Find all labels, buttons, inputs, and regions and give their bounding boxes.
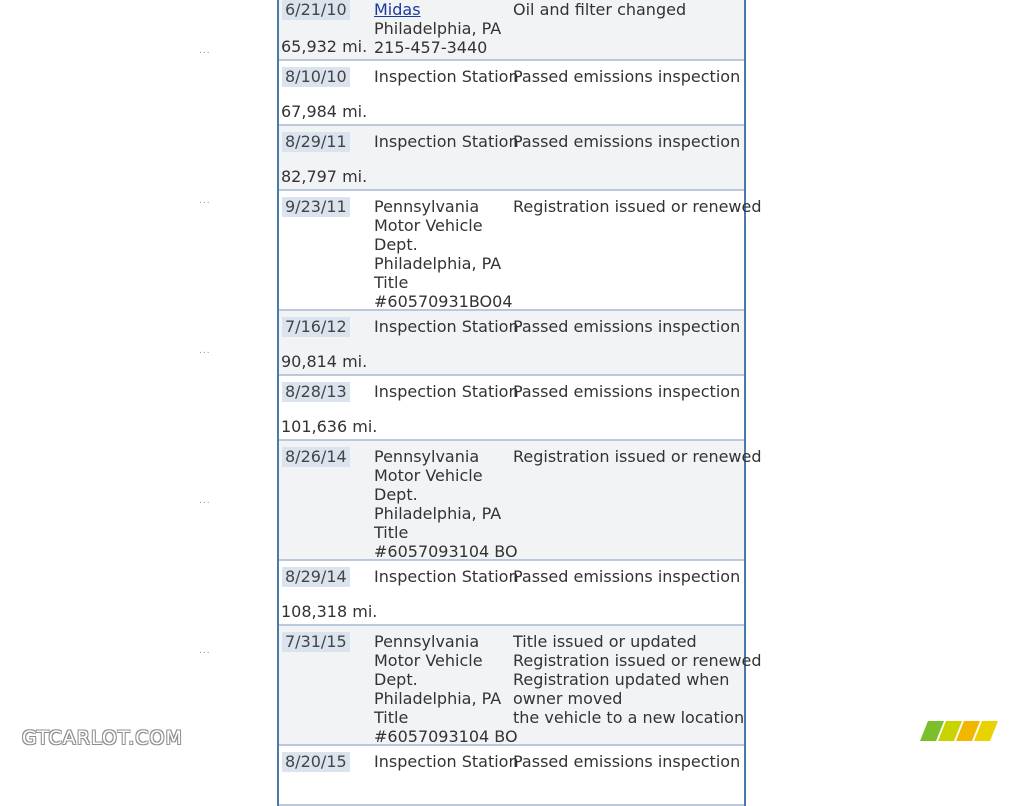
source-line: Philadelphia, PA bbox=[374, 504, 502, 523]
source-line: Inspection Station bbox=[374, 67, 519, 86]
record-date: 7/31/15 bbox=[282, 632, 350, 652]
comment-line: owner moved bbox=[513, 689, 623, 708]
comment-line: the vehicle to a new location bbox=[513, 708, 745, 727]
side-marker: ... bbox=[199, 46, 211, 56]
history-row bbox=[279, 746, 744, 806]
site-logo-icon bbox=[920, 721, 998, 743]
record-comments bbox=[513, 132, 743, 151]
record-comments bbox=[513, 632, 762, 727]
comment-line: Oil and filter changed bbox=[513, 0, 687, 19]
source-line: #6057093104 BO bbox=[374, 542, 518, 561]
comment-line: Passed emissions inspection bbox=[513, 382, 741, 401]
comment-line: Passed emissions inspection bbox=[513, 567, 741, 586]
watermark: GTCARLOT.COM bbox=[22, 727, 183, 749]
record-date: 6/21/10 bbox=[282, 0, 350, 20]
record-mileage: 108,318 mi. bbox=[281, 602, 378, 621]
source-line: Philadelphia, PA bbox=[374, 689, 502, 708]
comment-line: Passed emissions inspection bbox=[513, 67, 741, 86]
history-row bbox=[279, 441, 762, 561]
record-source bbox=[374, 567, 519, 586]
record-source bbox=[374, 67, 519, 86]
record-source bbox=[374, 197, 513, 311]
source-line: 215-457-3440 bbox=[374, 38, 488, 57]
source-line: Dept. bbox=[374, 485, 418, 504]
record-date: 9/23/11 bbox=[282, 197, 350, 217]
source-line: Title bbox=[374, 523, 409, 542]
source-line: Inspection Station bbox=[374, 567, 519, 586]
history-row bbox=[279, 61, 744, 126]
record-mileage: 65,932 mi. bbox=[281, 37, 368, 56]
source-line: Philadelphia, PA bbox=[374, 19, 502, 38]
comment-line: Registration issued or renewed bbox=[513, 197, 762, 216]
record-date: 8/26/14 bbox=[282, 447, 350, 467]
record-source bbox=[374, 0, 509, 57]
comment-line: Registration issued or renewed bbox=[513, 447, 762, 466]
source-line: Motor Vehicle bbox=[374, 466, 483, 485]
comment-line: Passed emissions inspection bbox=[513, 317, 741, 336]
source-link[interactable]: Midas bbox=[374, 0, 421, 19]
record-source bbox=[374, 752, 519, 771]
record-comments bbox=[513, 567, 743, 586]
comment-line: Title issued or updated bbox=[513, 632, 697, 651]
source-line: Philadelphia, PA bbox=[374, 254, 502, 273]
source-line: #60570931BO04 bbox=[374, 292, 513, 311]
source-line: Inspection Station bbox=[374, 132, 519, 151]
record-date: 8/29/14 bbox=[282, 567, 350, 587]
record-comments bbox=[513, 197, 762, 216]
source-line: Inspection Station bbox=[374, 752, 519, 771]
comment-line: Registration updated when bbox=[513, 670, 730, 689]
history-row bbox=[279, 376, 744, 441]
side-marker: ... bbox=[199, 646, 211, 656]
source-line: #6057093104 BO bbox=[374, 727, 518, 746]
history-row bbox=[279, 126, 744, 191]
record-comments bbox=[513, 67, 743, 86]
source-line: Pennsylvania bbox=[374, 197, 480, 216]
source-line: Inspection Station bbox=[374, 382, 519, 401]
source-line: Dept. bbox=[374, 670, 418, 689]
side-marker: ... bbox=[199, 496, 211, 506]
record-mileage: 67,984 mi. bbox=[281, 102, 368, 121]
source-line: Inspection Station bbox=[374, 317, 519, 336]
record-date: 8/20/15 bbox=[282, 752, 350, 772]
source-line: Pennsylvania bbox=[374, 632, 480, 651]
history-row bbox=[279, 626, 762, 746]
history-row bbox=[279, 191, 762, 311]
record-source bbox=[374, 317, 519, 336]
source-line: Motor Vehicle bbox=[374, 216, 483, 235]
record-date: 8/28/13 bbox=[282, 382, 350, 402]
record-mileage: 90,814 mi. bbox=[281, 352, 368, 371]
source-line: Motor Vehicle bbox=[374, 651, 483, 670]
record-mileage: 101,636 mi. bbox=[281, 417, 378, 436]
record-comments bbox=[513, 0, 743, 19]
comment-line: Passed emissions inspection bbox=[513, 132, 741, 151]
record-date: 8/10/10 bbox=[282, 67, 350, 87]
source-line: Title bbox=[374, 273, 409, 292]
history-row bbox=[279, 311, 744, 376]
side-marker: ... bbox=[199, 346, 211, 356]
record-comments bbox=[513, 752, 743, 771]
history-row bbox=[279, 0, 744, 61]
history-row bbox=[279, 561, 744, 626]
comment-line: Passed emissions inspection bbox=[513, 752, 741, 771]
vehicle-history-table bbox=[277, 0, 762, 806]
record-date: 7/16/12 bbox=[282, 317, 350, 337]
source-line: Dept. bbox=[374, 235, 418, 254]
record-source bbox=[374, 132, 519, 151]
source-line: Title bbox=[374, 708, 409, 727]
record-comments bbox=[513, 382, 743, 401]
comment-line: Registration issued or renewed bbox=[513, 651, 762, 670]
record-comments bbox=[513, 447, 762, 466]
record-source bbox=[374, 447, 518, 561]
side-marker: ... bbox=[199, 196, 211, 206]
record-source bbox=[374, 632, 518, 746]
source-line: Pennsylvania bbox=[374, 447, 480, 466]
record-comments bbox=[513, 317, 743, 336]
record-mileage: 82,797 mi. bbox=[281, 167, 368, 186]
record-date: 8/29/11 bbox=[282, 132, 350, 152]
record-source bbox=[374, 382, 519, 401]
